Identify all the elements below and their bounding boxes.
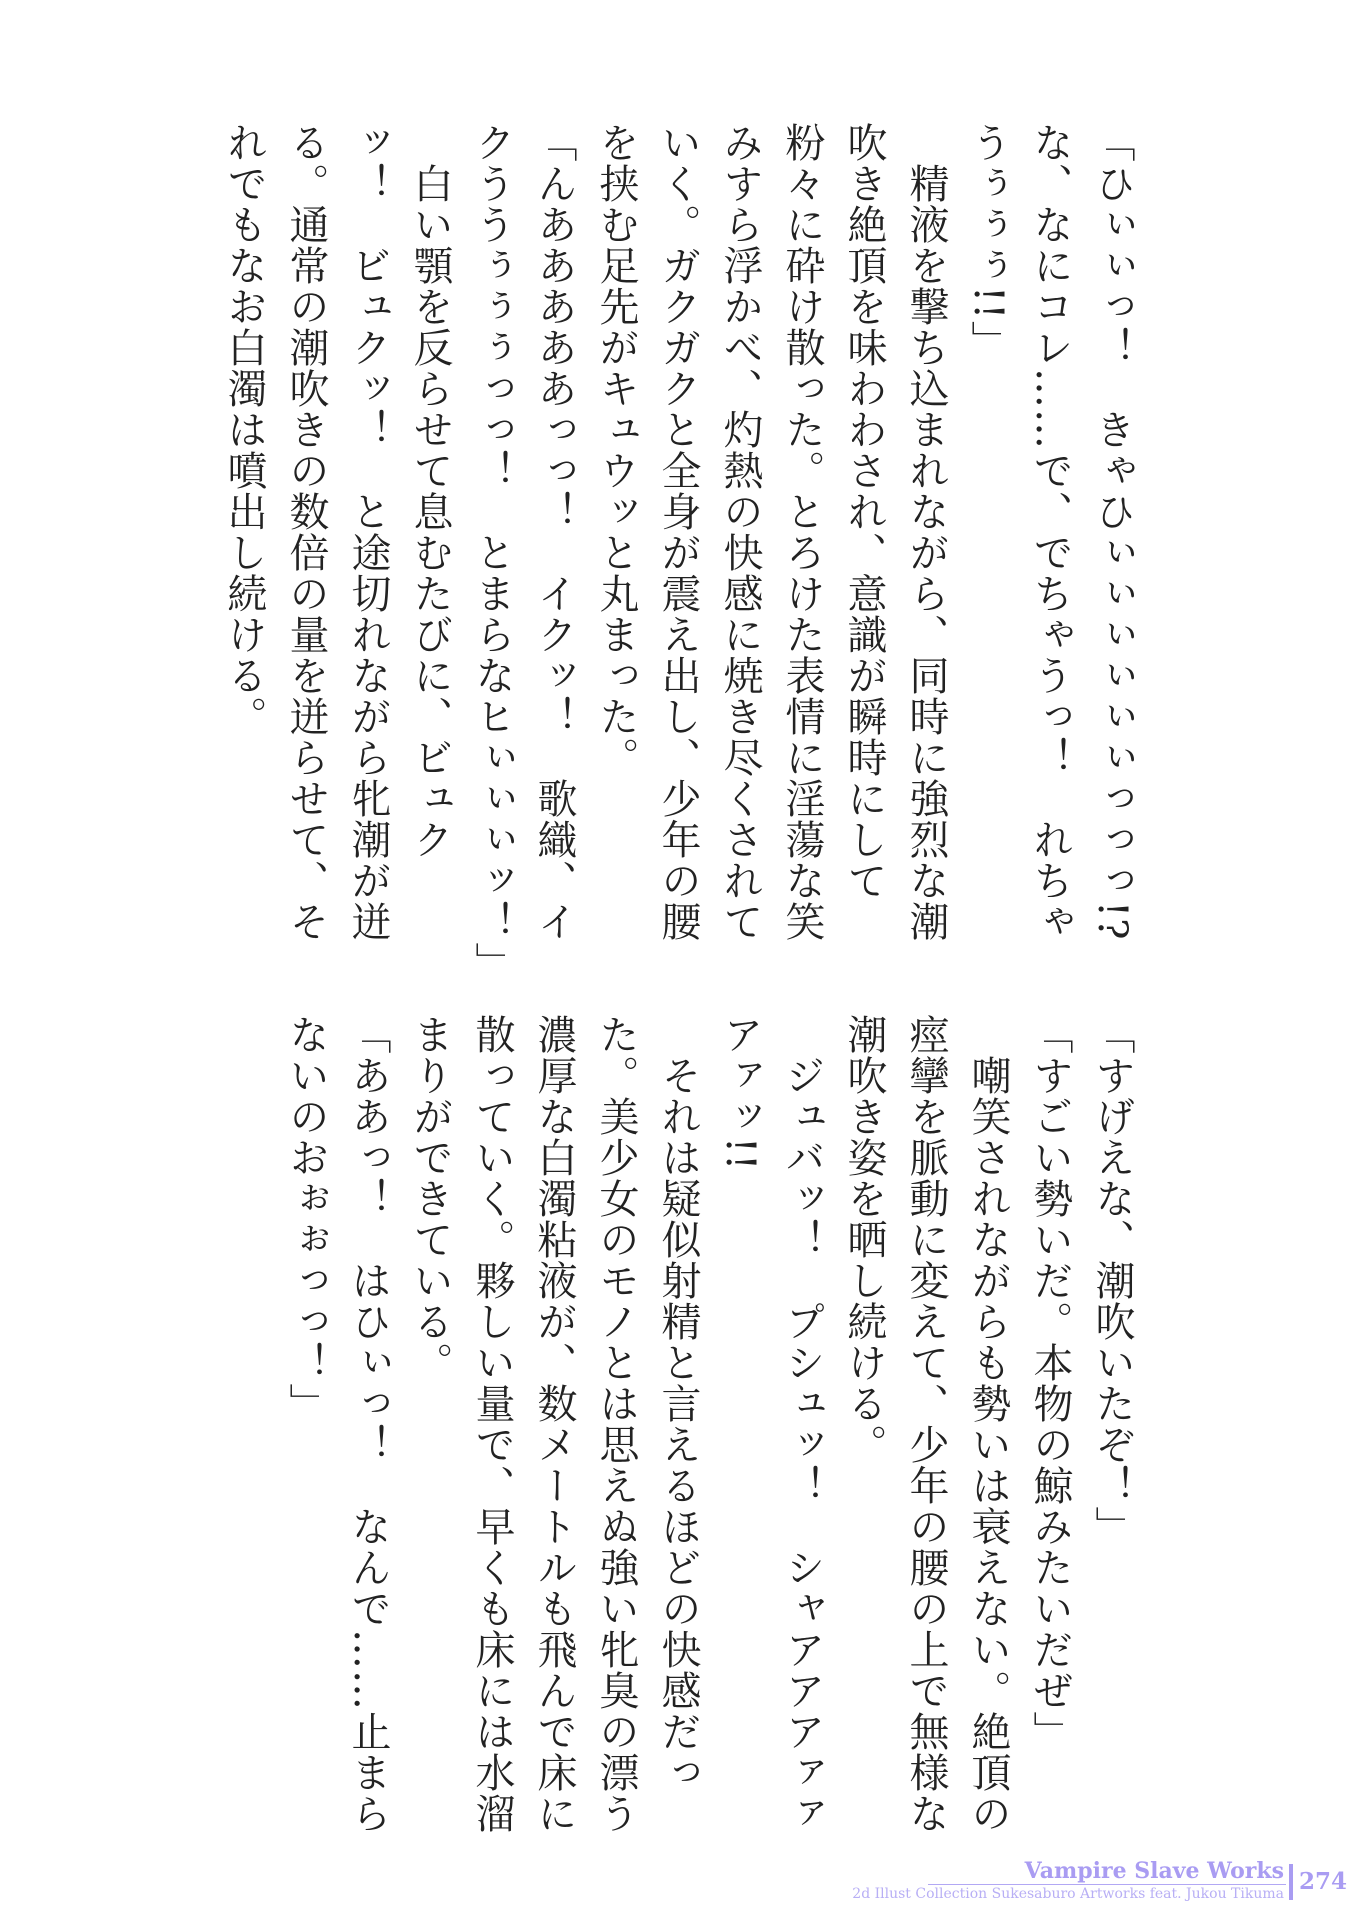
text-column: ッ！ ビュクッ！ と途切れながら牝潮が迸 (345, 122, 391, 942)
text-column: まりができている。 (407, 1014, 453, 1383)
text-column: いく。ガクガクと全身が震え出し、少年の腰 (655, 122, 701, 942)
text-column: な、なにコレ……で、でちゃうっ！ れちゃ (1027, 122, 1073, 942)
text-column: アァッ!! (717, 1014, 763, 1172)
text-block-top (213, 122, 1143, 983)
text-column: 「すごい勢いだ。本物の鯨みたいだぜ」 (1027, 1014, 1073, 1752)
text-column: を挟む足先がキュウッと丸まった。 (593, 122, 639, 778)
page-number: 274 (1299, 1868, 1348, 1895)
text-column: クううぅぅぅっっ！ とまらなヒぃぃぃッ！」 (469, 122, 515, 983)
text-block-bottom (275, 1014, 1143, 1834)
text-column: 潮吹き姿を晒し続ける。 (841, 1014, 887, 1465)
text-column: それは疑似射精と言えるほどの快感だっ (655, 1014, 701, 1793)
text-column: 「すげえな、潮吹いたぞ！」 (1089, 1014, 1135, 1547)
text-column: 「んあああああっっ！ イクッ！ 歌織、イ (531, 122, 577, 942)
footer-subtitle: 2d Illust Collection Sukesaburo Artworks feat. Jukou Tikuma (852, 1886, 1284, 1902)
text-column: 白い顎を反らせて息むたびに、ビュク (407, 122, 453, 860)
text-column: る。通常の潮吹きの数倍の量を迸らせて、そ (283, 122, 329, 942)
text-column: 濃厚な白濁粘液が、数メートルも飛んで床に (531, 1014, 577, 1834)
text-column: 痙攣を脈動に変えて、少年の腰の上で無様な (903, 1014, 949, 1834)
text-column: 「ああっ！ はひぃっ！ なんで……止まら (345, 1014, 391, 1834)
text-column: 吹き絶頂を味わわされ、意識が瞬時にして (841, 122, 887, 901)
text-column: ジュバッ！ プシュッ！ シャアアアァァ (779, 1014, 825, 1834)
text-column: た。美少女のモノとは思えぬ強い牝臭の漂う (593, 1014, 639, 1834)
footer-divider (928, 1884, 1286, 1885)
footer-title: Vampire Slave Works (1024, 1858, 1284, 1884)
text-column: 精液を撃ち込まれながら、同時に強烈な潮 (903, 122, 949, 942)
footer-bar (1289, 1864, 1293, 1900)
text-column: ないのおぉぉっっ！」 (283, 1014, 329, 1424)
text-column: 粉々に砕け散った。とろけた表情に淫蕩な笑 (779, 122, 825, 942)
text-column: みすら浮かべ、灼熱の快感に焼き尽くされて (717, 122, 763, 942)
text-column: うぅぅぅ!!」 (965, 122, 1011, 362)
text-column: 「ひぃぃっ！ きゃひぃぃぃぃぃぃっっっ!? (1089, 122, 1135, 941)
text-column: れでもなお白濁は噴出し続ける。 (221, 122, 267, 737)
text-column: 散っていく。夥しい量で、早くも床には水溜 (469, 1014, 515, 1834)
text-column: 嘲笑されながらも勢いは衰えない。絶頂の (965, 1014, 1011, 1834)
